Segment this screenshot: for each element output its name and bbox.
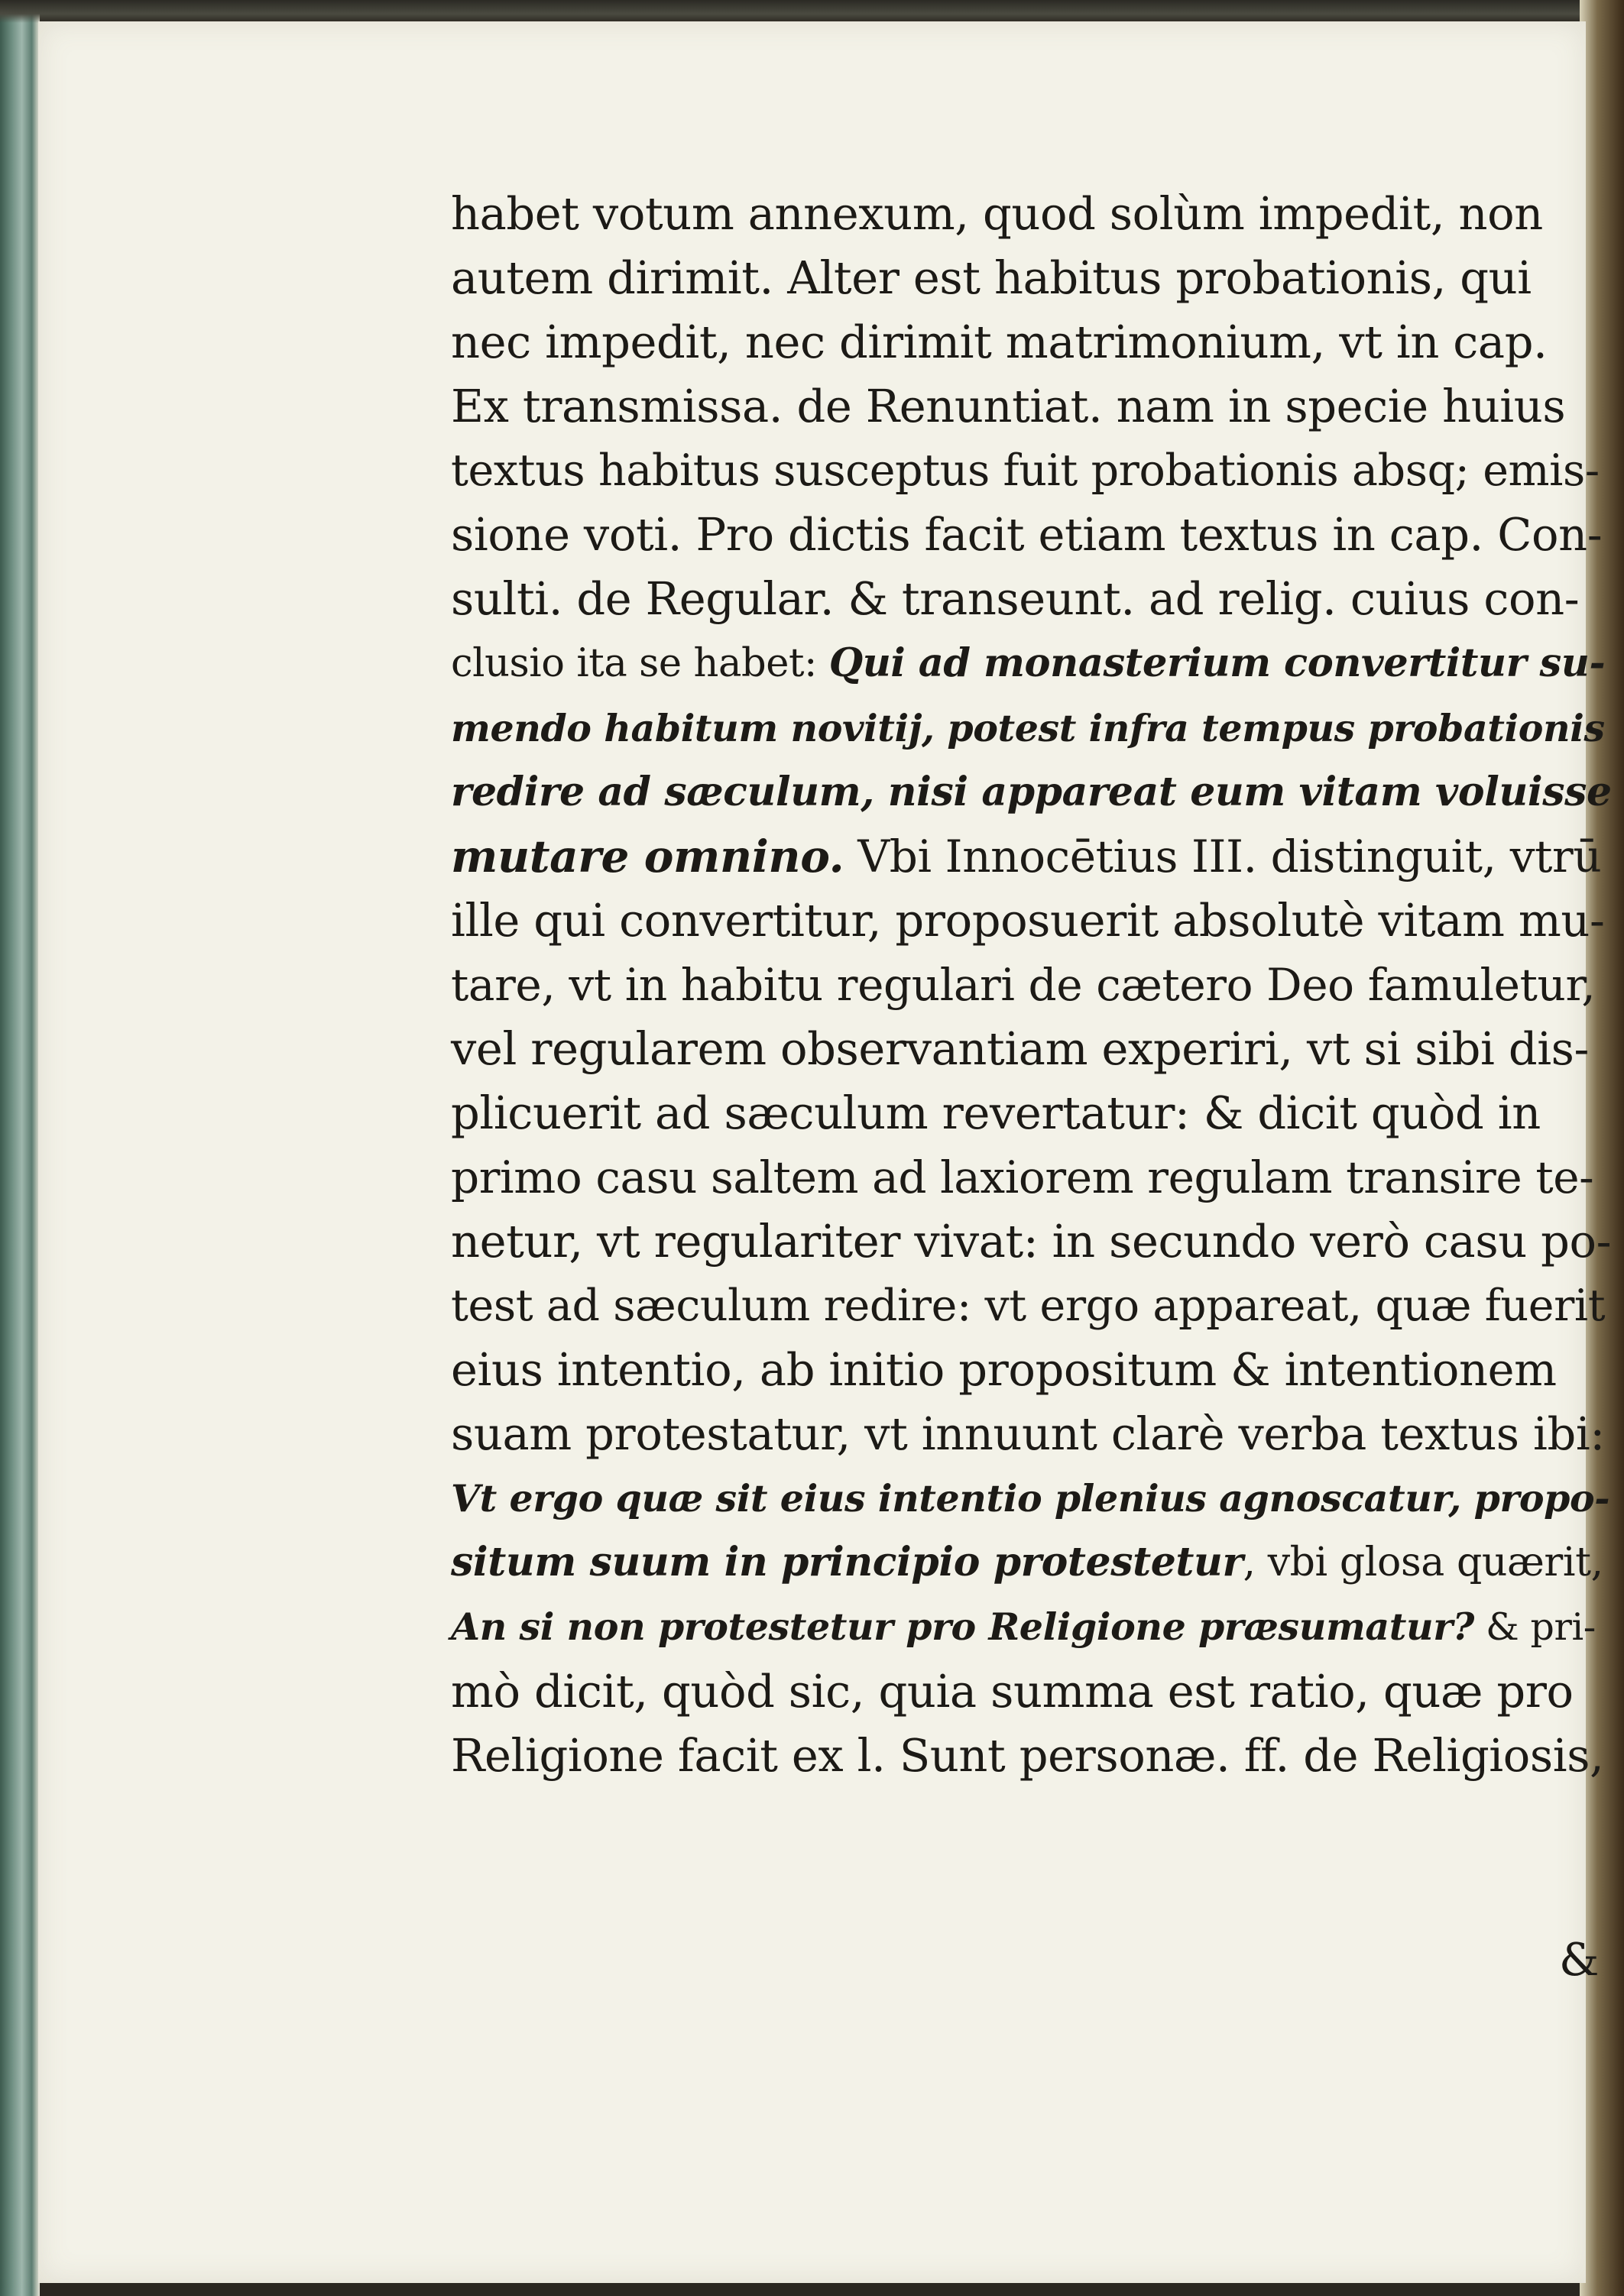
text-line: test ad sæculum redire: vt ergo appareat, quæ fuerit: [451, 1281, 1606, 1331]
text-line: [451, 631, 1613, 696]
text-line: tare, vt in habitu regulari de cætero Deo famuletur,: [451, 959, 1596, 1011]
text-line: nec impedit, nec dirimit matrimonium, vt in cap.: [451, 316, 1548, 368]
text-line: plicuerit ad sæculum revertatur: & dicit quòd in: [451, 1086, 1541, 1139]
body-text: [451, 182, 1613, 1788]
italic-segment: mutare omnino.: [451, 831, 844, 882]
catchword: &: [1559, 1933, 1600, 1986]
text-line: suam protestatur, vt innuunt clarè verba textus ibi:: [451, 1407, 1605, 1460]
text-line: [451, 1595, 1613, 1660]
text-line: Ex transmissa. de Renuntiat. nam in specie huius: [451, 380, 1566, 432]
italic-segment: Qui ad monasterium convertitur su-: [828, 640, 1606, 686]
book-edge-left: [0, 0, 40, 2296]
book-page: [38, 21, 1612, 2283]
roman-segment: Vbi Innocētius III. distinguit, vtrū: [844, 831, 1602, 882]
top-shadow: [0, 0, 1624, 23]
text-line: [451, 1530, 1613, 1595]
text-line: habet votum annexum, quod solùm impedit, non: [451, 187, 1543, 240]
roman-segment: & pri-: [1473, 1605, 1596, 1649]
italic-segment: An si non protestetur pro Religione præsumatur?: [451, 1605, 1474, 1649]
text-line: sione voti. Pro dictis facit etiam textus in cap. Con-: [451, 508, 1603, 561]
text-line: sulti. de Regular. & transeunt. ad relig. cuius con-: [451, 572, 1580, 625]
text-line: autem dirimit. Alter est habitus probationis, qui: [451, 251, 1532, 304]
text-line: primo casu saltem ad laxiorem regulam transire te-: [451, 1151, 1594, 1203]
text-line: [451, 824, 1613, 889]
text-line: eius intentio, ab initio propositum & intentionem: [451, 1343, 1557, 1396]
text-line: netur, vt regulariter vivat: in secundo verò casu po-: [451, 1215, 1612, 1268]
italic-segment: situm suum in principio protestetur: [451, 1539, 1243, 1585]
text-line: Religione facit ex l. Sunt personæ. ff. de Religiosis,: [451, 1729, 1604, 1782]
text-line: mendo habitum novitij, potest infra tempus probationis: [451, 706, 1605, 750]
roman-segment: , vbi glosa quærit,: [1243, 1540, 1603, 1585]
text-line: vel regularem observantiam experiri, vt si sibi dis-: [451, 1022, 1590, 1075]
text-line: Vt ergo quæ sit eius intentio plenius agnoscatur, propo-: [451, 1476, 1610, 1520]
text-line: ille qui convertitur, proposuerit absolutè vitam mu-: [451, 894, 1605, 947]
text-line: redire ad sæculum, nisi appareat eum vitam voluisse: [451, 769, 1612, 815]
text-line: textus habitus susceptus fuit probationis absq; emis-: [451, 445, 1600, 496]
roman-segment: clusio ita se habet:: [451, 641, 829, 686]
text-line: mò dicit, quòd sic, quia summa est ratio, quæ pro: [451, 1665, 1574, 1718]
